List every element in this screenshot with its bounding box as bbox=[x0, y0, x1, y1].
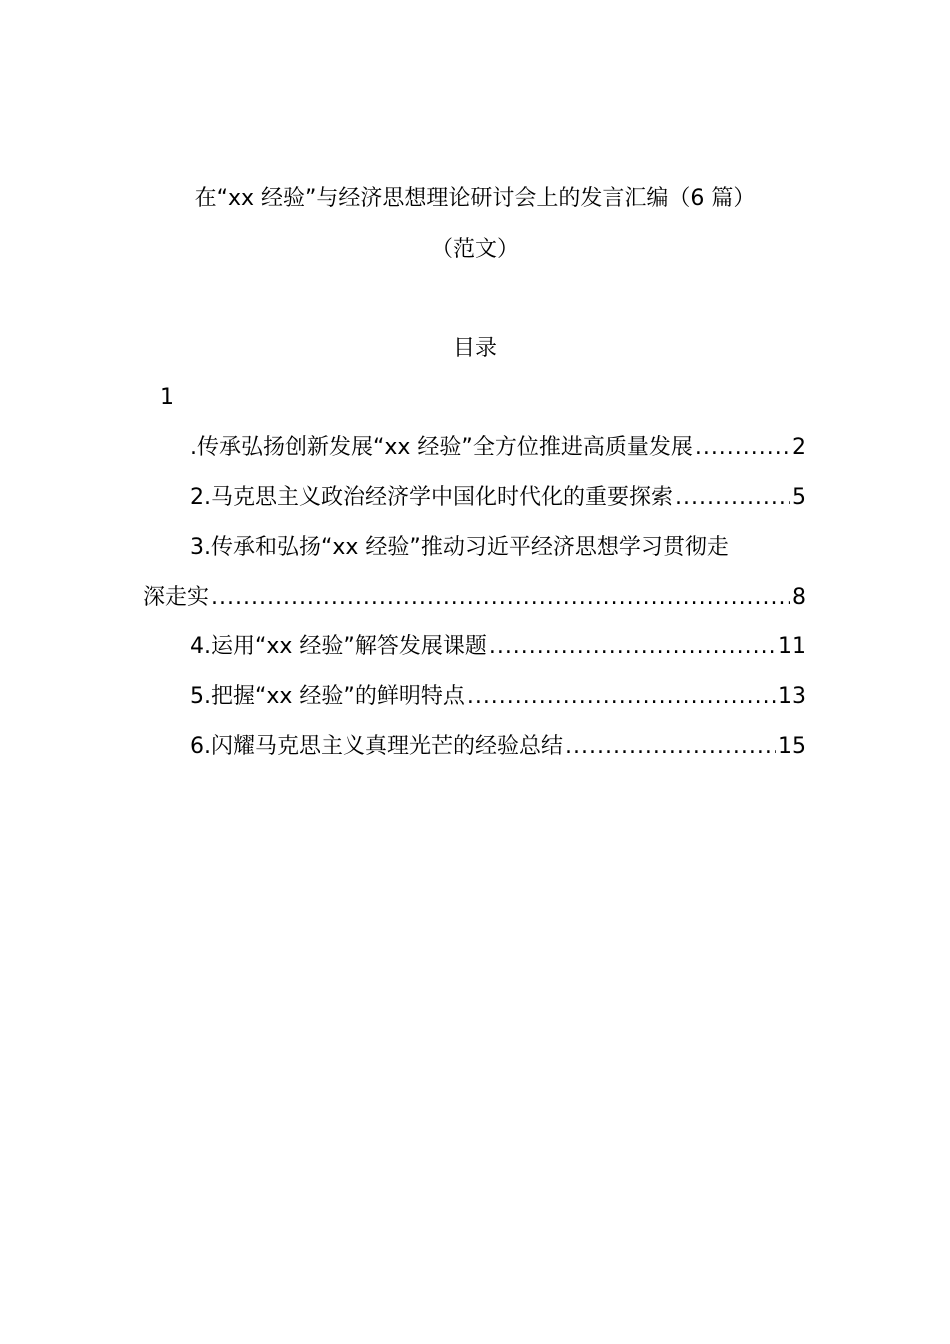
document-title: 在“xx 经验”与经济思想理论研讨会上的发言汇编（6 篇） bbox=[194, 186, 756, 211]
toc-leader-dots bbox=[211, 583, 790, 613]
toc-entry-1[interactable] bbox=[190, 433, 806, 463]
toc-entry-page: 5 bbox=[792, 485, 806, 510]
toc-heading: 目录 bbox=[452, 336, 497, 361]
toc-entry-page: 15 bbox=[778, 734, 806, 759]
document-subtitle: （范文） bbox=[430, 237, 519, 262]
toc-leader-dots bbox=[489, 632, 776, 662]
toc-entry-title: .传承弘扬创新发展“xx 经验”全方位推进高质量发展 bbox=[190, 435, 693, 460]
toc-entry-5[interactable] bbox=[190, 682, 806, 712]
toc-entry-4[interactable] bbox=[190, 632, 806, 662]
toc-entry-page: 11 bbox=[778, 634, 806, 659]
toc-entry-title: 深走实 bbox=[143, 585, 210, 610]
toc-entry-title: 5.把握“xx 经验”的鲜明特点 bbox=[190, 684, 465, 709]
toc-entry-6[interactable] bbox=[190, 732, 806, 762]
toc-entry-title: 2.马克思主义政治经济学中国化时代化的重要探索 bbox=[190, 485, 673, 510]
toc-lead-number: 1 bbox=[160, 385, 174, 410]
toc-entry-2[interactable] bbox=[190, 483, 806, 513]
toc-entry-title: 4.运用“xx 经验”解答发展课题 bbox=[190, 634, 487, 659]
toc-entry-page: 8 bbox=[792, 585, 806, 610]
toc-leader-dots bbox=[675, 483, 790, 513]
toc-entry-page: 13 bbox=[778, 684, 806, 709]
toc-leader-dots bbox=[467, 682, 776, 712]
toc-entry-page: 2 bbox=[792, 435, 806, 460]
toc-entry-title: 6.闪耀马克思主义真理光芒的经验总结 bbox=[190, 734, 563, 759]
toc-entry-3-line1[interactable]: 3.传承和弘扬“xx 经验”推动习近平经济思想学习贯彻走 bbox=[190, 535, 729, 560]
toc-leader-dots bbox=[565, 732, 776, 762]
toc-leader-dots bbox=[695, 433, 790, 463]
toc-entry-3[interactable] bbox=[143, 583, 806, 613]
